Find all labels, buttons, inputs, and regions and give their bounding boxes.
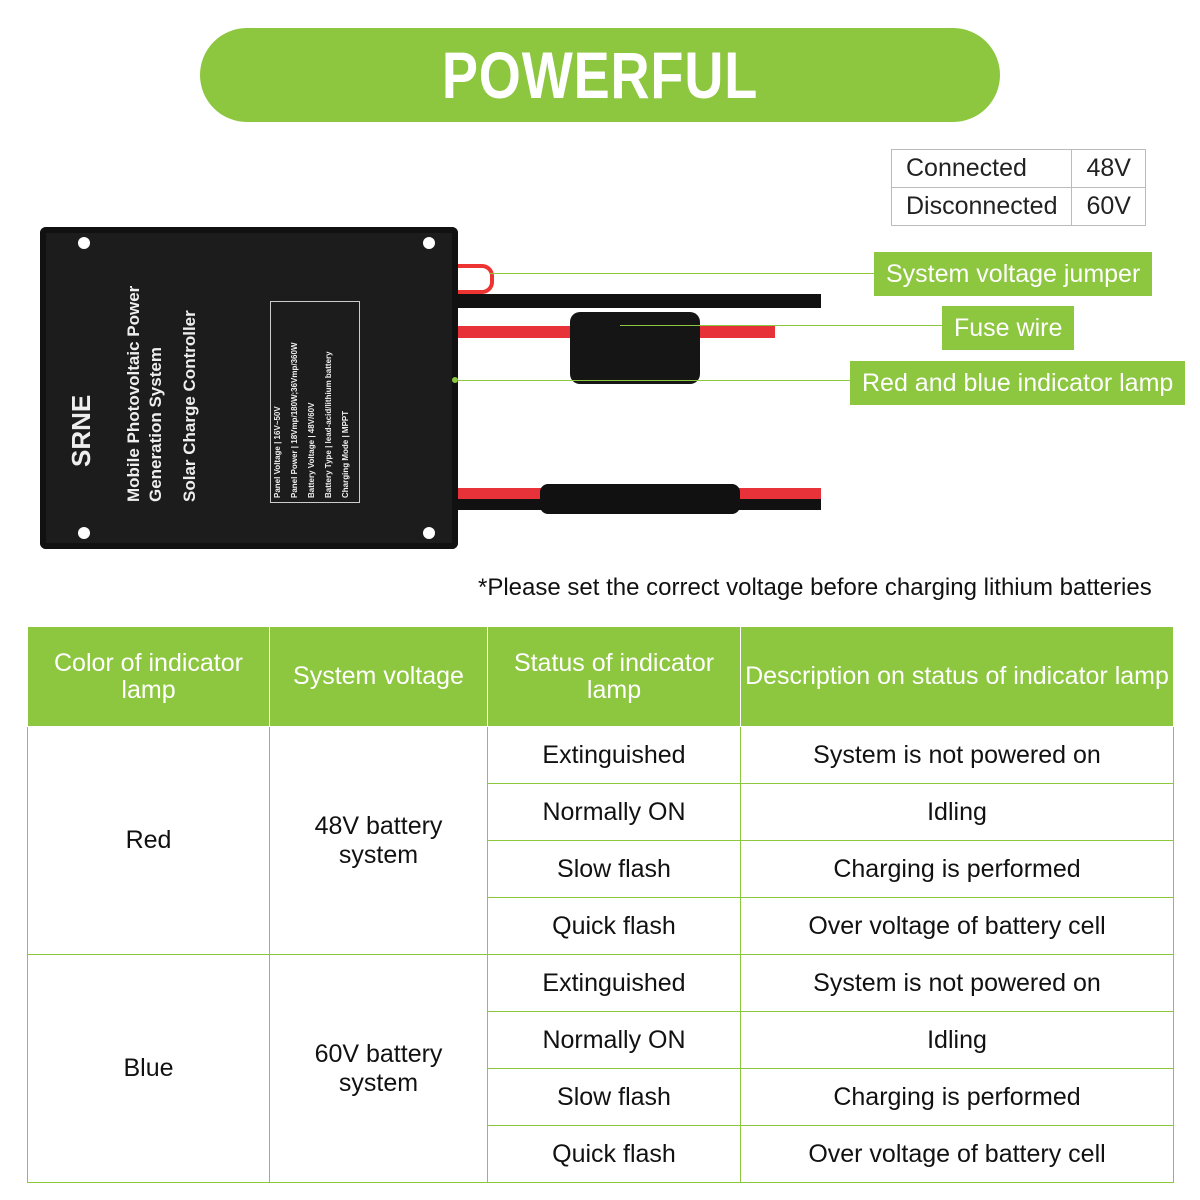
lamp-status: Normally ON bbox=[488, 1012, 741, 1069]
jumper-state: Disconnected bbox=[892, 188, 1072, 226]
table-row bbox=[28, 955, 1174, 1012]
black-wire bbox=[455, 294, 821, 308]
brand-logo: SRNE bbox=[66, 394, 96, 467]
indicator-status-table bbox=[27, 626, 1174, 1183]
lamp-color: Blue bbox=[28, 955, 270, 1183]
lamp-status: Normally ON bbox=[488, 784, 741, 841]
fuse-holder bbox=[570, 312, 700, 384]
status-description: Over voltage of battery cell bbox=[741, 1126, 1174, 1183]
lamp-status: Quick flash bbox=[488, 1126, 741, 1183]
lamp-status: Extinguished bbox=[488, 727, 741, 784]
jumper-voltage: 48V bbox=[1072, 150, 1145, 188]
heat-shrink bbox=[540, 484, 740, 514]
device-line3: Solar Charge Controller bbox=[180, 310, 199, 502]
title-text: POWERFUL COMPATIBILITY bbox=[388, 38, 812, 206]
device-line2: Generation System bbox=[146, 347, 165, 502]
callout-lamp: Red and blue indicator lamp bbox=[850, 361, 1185, 405]
status-description: System is not powered on bbox=[741, 955, 1174, 1012]
status-description: Idling bbox=[741, 1012, 1174, 1069]
status-description: Idling bbox=[741, 784, 1174, 841]
device-line1: Mobile Photovoltaic Power bbox=[124, 285, 143, 502]
status-description: System is not powered on bbox=[741, 727, 1174, 784]
header-color: Color of indicator lamp bbox=[28, 627, 270, 727]
spec-key: Panel Power bbox=[290, 450, 299, 498]
charge-controller bbox=[40, 227, 458, 549]
jumper-wire bbox=[455, 264, 494, 294]
spec-value: 18Vmp/180W;36Vmp/360W bbox=[290, 342, 299, 444]
spec-key: Battery Type bbox=[324, 450, 333, 498]
jumper-state: Connected bbox=[892, 150, 1072, 188]
spec-label: Panel Voltage | 16V~50V Panel Power | 18Vmp/180W;36Vmp/360W Battery Voltage | 48V/60V Battery Type | lead-acid/lithium battery Charging Mode | MPPT bbox=[270, 301, 360, 503]
status-description: Charging is performed bbox=[741, 841, 1174, 898]
spec-value: MPPT bbox=[341, 410, 350, 434]
voltage-jumper-table bbox=[891, 149, 1146, 226]
callout-jumper: System voltage jumper bbox=[874, 252, 1152, 296]
spec-value: 48V/60V bbox=[307, 402, 316, 434]
lamp-color: Red bbox=[28, 727, 270, 955]
lamp-status: Slow flash bbox=[488, 1069, 741, 1126]
lamp-status: Quick flash bbox=[488, 898, 741, 955]
spec-key: Panel Voltage bbox=[273, 446, 282, 498]
spec-value: lead-acid/lithium battery bbox=[324, 351, 333, 444]
header-voltage: System voltage bbox=[270, 627, 488, 727]
system-voltage: 48V battery system bbox=[270, 727, 488, 955]
spec-key: Charging Mode bbox=[341, 439, 350, 498]
indicator-lamp-icon bbox=[452, 377, 458, 383]
spec-key: Battery Voltage bbox=[307, 439, 316, 498]
jumper-voltage: 60V bbox=[1072, 188, 1145, 226]
header-description: Description on status of indicator lamp bbox=[741, 627, 1174, 727]
header-status: Status of indicator lamp bbox=[488, 627, 741, 727]
callout-fuse: Fuse wire bbox=[942, 306, 1074, 350]
spec-value: 16V~50V bbox=[273, 406, 282, 440]
table-row bbox=[28, 727, 1174, 784]
system-voltage: 60V battery system bbox=[270, 955, 488, 1183]
lamp-status: Slow flash bbox=[488, 841, 741, 898]
status-description: Charging is performed bbox=[741, 1069, 1174, 1126]
lamp-status: Extinguished bbox=[488, 955, 741, 1012]
status-description: Over voltage of battery cell bbox=[741, 898, 1174, 955]
warning-note: *Please set the correct voltage before charging lithium batteries bbox=[478, 574, 1152, 601]
